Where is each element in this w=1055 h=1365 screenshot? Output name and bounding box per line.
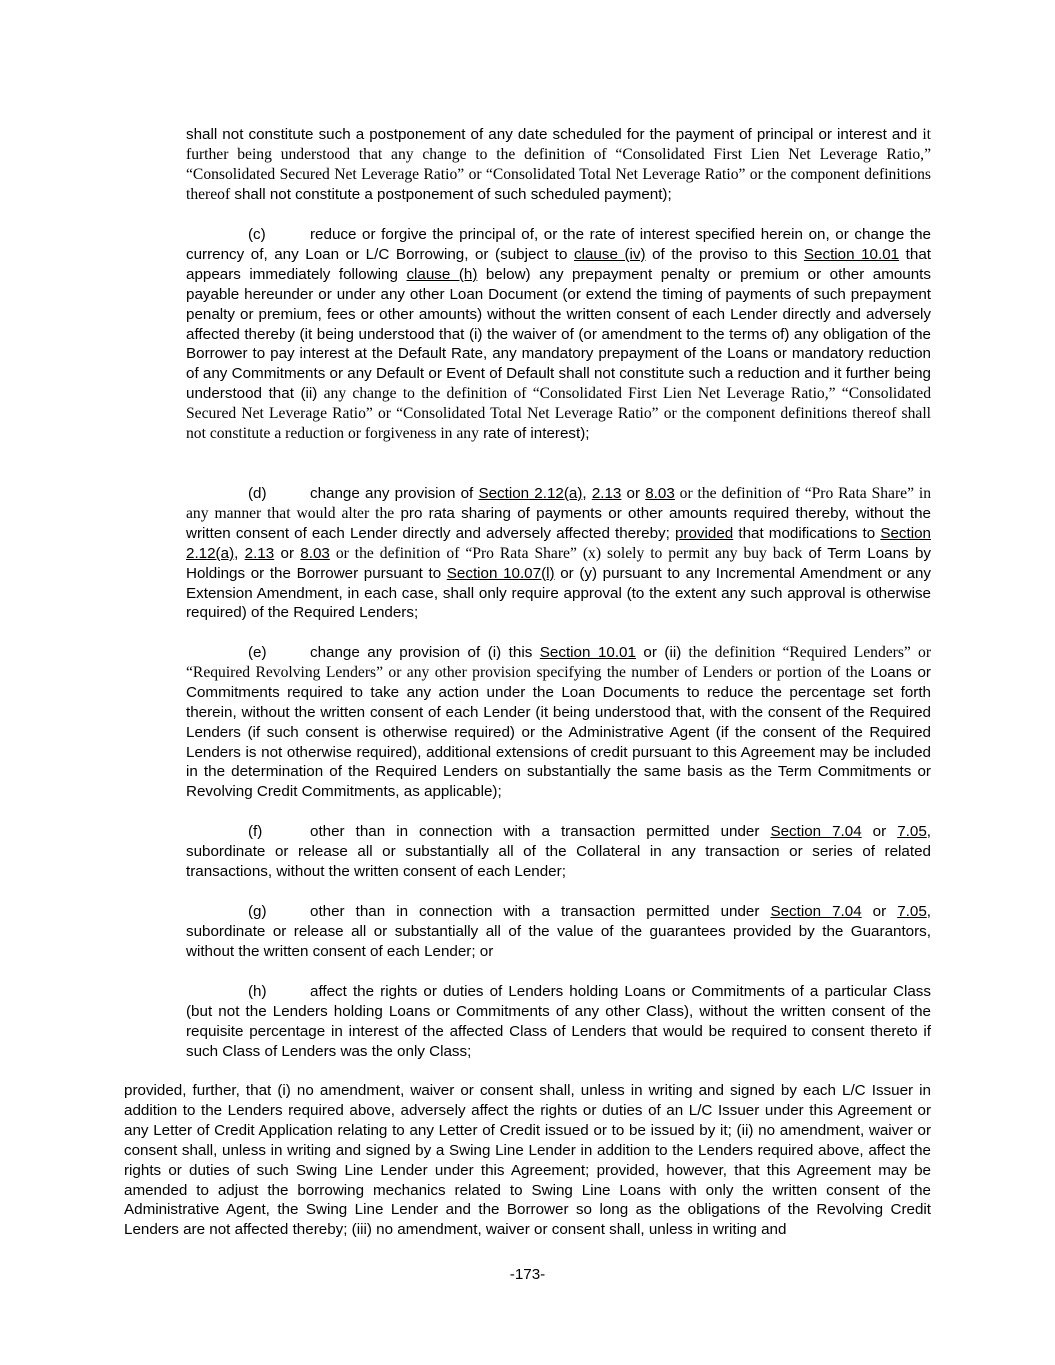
paragraph-intro: shall not constitute such a postponement of any date scheduled for the payment of principal or interest and it further being understood that any change to the definition of “Consolidated First Lien Net Leverage Ratio,” “Consolidated Secured Net Leverage Ratio” or “Consolidated Total Net Leverage Ratio” or the component definitions thereof shall not constitute a postponement of such scheduled payment); [186, 126, 931, 203]
section-7-05-reference: 7.05 [897, 823, 927, 840]
clause-label-d: (d) [248, 485, 267, 502]
clause-label-f: (f) [248, 823, 263, 840]
paragraph-e: (e) change any provision of (i) this Section 10.01 or (ii) the definition “Required Lenders” or “Required Revolving Lenders” or any other provision specifying the number of Lenders or portion of the Loans or Commitments required to take any action under the Loan Documents to reduce the percentage set forth therein, without the written consent of each Lender (it being understood that, with the consent of the Required Lenders (if such consent is otherwise required) or the Administrative Agent (if the consent of the Required Lenders is not otherwise required), additional extensions of credit pursuant to this Agreement may be included in the determination of the Required Lenders on substantially the same basis as the Term Commitments or Revolving Credit Commitments, as applicable); [186, 644, 932, 801]
page-number: -173- [509, 1266, 546, 1283]
paragraph-d: (d) change any provision of Section 2.12(a), 2.13 or 8.03 or the definition of “Pro Rata Share” in any manner that would alter the pro rata sharing of payments or other amounts required thereby, without the written consent of each Lender directly and adversely affected thereby; provided that modifications to Section 2.12(a), 2.13 or 8.03 or the definition of “Pro Rata Share” (x) solely to permit any buy back of Term Loans by Holdings or the Borrower pursuant to Section 10.07(l) or (y) pursuant to any Incremental Amendment or any Extension Amendment, in each case, shall only require approval (to the extent any such approval is otherwise required) of the Required Lenders; [186, 485, 931, 622]
section-2-13-reference: 2.13 [591, 485, 622, 502]
clause-label-e: (e) [248, 644, 267, 661]
paragraph-c: (c) reduce or forgive the principal of, or the rate of interest specified herein on, or change the currency of, any Loan or L/C Borrowing, or (subject to clause (iv) of the proviso to this Section 10.01 that appears immediately following clause (h) below) any prepayment penalty or premium or other amounts payable hereunder or under any other Loan Document (or extend the timing of payments of such prepayment penalty or premium, fees or other amounts) without the written consent of each Lender directly and adversely affected thereby (it being understood that (i) the waiver of (or amendment to the terms of) any obligation of the Borrower to pay interest at the Default Rate, any mandatory prepayment of the Loans or mandatory reduction of any Commitments or any Default or Event of Default shall not constitute such a reduction and it further being understood that (ii) any change to the definition of “Consolidated First Lien Net Leverage Ratio,” “Consolidated Secured Net Leverage Ratio” or “Consolidated Total Net Leverage Ratio” or the component definitions thereof shall not constitute a reduction or forgiveness in any rate of interest); [186, 226, 932, 443]
section-7-04-reference: Section 7.04 [770, 903, 862, 920]
provided-term: provided [674, 524, 734, 542]
section-8-03-reference: 8.03 [645, 485, 675, 502]
clause-h-reference: clause (h) [406, 265, 478, 283]
paragraph-g: (g) other than in connection with a transaction permitted under Section 7.04 or 7.05, subordinate or release all or substantially all of the value of the guarantees provided by the Guarantors, without the written consent of each Lender; or [186, 903, 931, 960]
section-10-07-l-reference: Section 10.07(l) [446, 564, 555, 582]
clause-label-g: (g) [248, 903, 267, 920]
section-2-12-a-reference: Section 2.12(a) [478, 485, 583, 502]
section-10-01-reference: Section 10.01 [803, 245, 900, 263]
paragraph-h: (h) affect the rights or duties of Lenders holding Loans or Commitments of a particular Class (but not the Lenders holding Loans or Commitments of any other Class), without the written consent of the requisite percentage in interest of the affected Class of Lenders that would be required to consent thereto if such Class of Lenders was the only Class; [186, 983, 931, 1060]
section-8-03-reference: 8.03 [300, 544, 330, 562]
clause-iv-reference: clause (iv) [574, 245, 646, 263]
clause-label-h: (h) [248, 983, 267, 1000]
section-2-12-a-reference: Section 2.12(a) [186, 524, 931, 562]
clause-label-c: (c) [248, 226, 266, 243]
section-7-04-reference: Section 7.04 [770, 823, 862, 840]
paragraph-f: (f) other than in connection with a transaction permitted under Section 7.04 or 7.05, subordinate or release all or substantially all of the Collateral in any transaction or series of related transactions, without the written consent of each Lender; [186, 823, 931, 880]
paragraph-proviso: provided, further, that (i) no amendment, waiver or consent shall, unless in writing and signed by each L/C Issuer in addition to the Lenders required above, adversely affect the rights or duties of an L/C Issuer under this Agreement or any Letter of Credit Application relating to any Letter of Credit issued or to be issued by it; (ii) no amendment, waiver or consent shall, unless in writing and signed by a Swing Line Lender in addition to the Lenders required above, affect the rights or duties of such Swing Line Lender under this Agreement; provided, however, that this Agreement may be amended to adjust the borrowing mechanics related to Swing Line Loans with only the written consent of the Administrative Agent, the Swing Line Lender and the Borrower so long as the obligations of the Revolving Credit Lenders are not affected thereby; (iii) no amendment, waiver or consent shall, unless in writing and [124, 1082, 931, 1239]
section-7-05-reference: 7.05 [897, 903, 927, 920]
section-2-13-reference: 2.13 [244, 544, 275, 562]
section-10-01-reference: Section 10.01 [539, 644, 636, 661]
